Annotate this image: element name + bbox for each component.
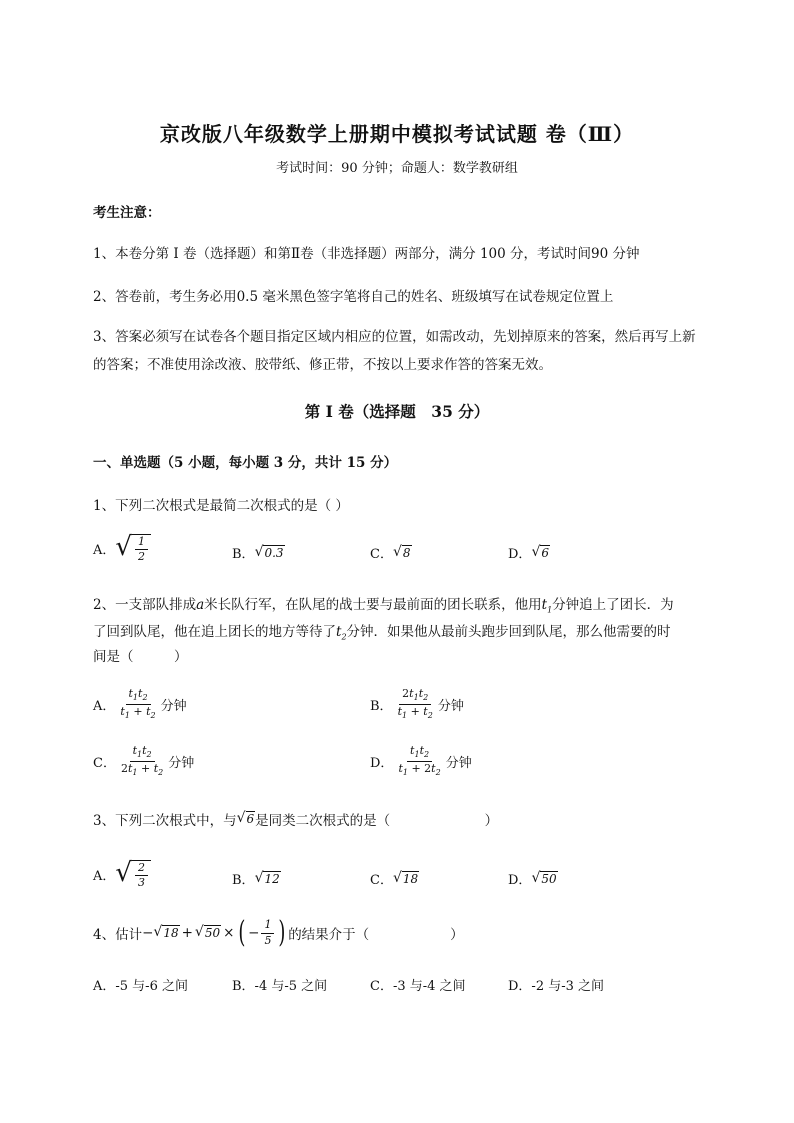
variable-t: t [138,687,143,700]
option-label: D． [508,547,532,562]
question-3-option-c [370,869,419,888]
fraction [135,862,148,889]
question-3-option-a [93,860,151,889]
subscript: 1 [414,750,420,760]
stem-text: 是同类二次根式的是（ ） [255,813,499,829]
fraction-denominator [118,762,166,778]
fraction [117,688,158,721]
unit: 分钟 [168,755,195,771]
radical [115,860,151,889]
unit: 分钟 [160,698,187,714]
fraction-numerator [130,745,155,762]
radical-sign: √ [392,543,402,560]
plus-sign: + [410,704,420,718]
option-label: C． [93,755,116,771]
variable-t1 [542,597,553,613]
variable-t: t [120,704,125,718]
radicand: 50 [541,871,557,886]
coefficient: 2 [120,761,128,775]
question-4-stem [93,915,464,950]
variable-t: t [418,687,424,700]
question-3-option-d [508,869,558,888]
unit: 分钟 [437,698,464,714]
question-4-option-b: B．-4 与-5 之间 [232,979,328,994]
radicand: 18 [402,871,419,886]
radical-sign: √ [254,543,264,560]
subscript: 1 [547,605,553,615]
variable-t: t [398,761,403,775]
fraction [261,919,274,946]
fraction-numerator [407,745,432,762]
question-1-option-a [93,534,151,563]
subscript: 1 [413,693,419,703]
fraction [395,745,443,778]
plus-sign: + [140,761,151,775]
fraction-numerator: 1 [135,536,148,550]
radical [393,871,419,886]
radical [255,545,285,560]
radicand: 6 [541,545,549,560]
question-4-option-c: C．-3 与-4 之间 [370,979,466,994]
coefficient: 2 [402,687,410,700]
radical [195,925,221,940]
variable-t: t [128,687,133,700]
radical [153,925,179,940]
fraction-numerator: 2 [135,862,148,876]
stem-text: 4、估计 [93,927,143,943]
stem-text: 的结果介于（ ） [288,927,464,943]
notice-heading: 考生注意： [93,205,161,221]
fraction-denominator [117,705,158,721]
radical-sign: √ [153,924,163,941]
fraction-numerator: 1 [261,919,274,933]
radicand [132,860,151,889]
variable-t: t [153,761,159,775]
question-1-option-d [508,543,550,562]
variable-t: t [541,597,548,613]
option-label: A． [93,869,116,885]
minus-sign: − [248,925,260,941]
variable-t: t [146,704,151,718]
subscript: 2 [427,711,433,721]
fraction-denominator: 5 [264,933,272,947]
question-2-option-c [93,745,194,778]
variable-a: a [196,597,205,613]
stem-text: 米长队行军，在队尾的战士要与最前面的团长联系，他用 [204,597,542,613]
question-4-option-a: A．-5 与-6 之间 [93,979,188,994]
subscript: 1 [401,711,408,721]
subscript: 2 [435,768,441,778]
subscript: 2 [341,632,347,642]
subscript: 1 [124,711,130,721]
subscript: 2 [423,750,430,760]
page-title: 京改版八年级数学上册期中模拟考试试题 卷（Ⅲ） [159,122,635,146]
question-2-option-a [93,688,187,721]
question-2-option-d [370,745,472,778]
variable-t: t [410,744,415,757]
subscript: 2 [146,750,152,760]
variable-t: t [423,704,428,718]
radicand: 0.3 [264,545,284,560]
subscript: 1 [132,693,139,703]
stem-text: 3、下列二次根式中，与 [93,813,237,829]
stem-text: 了回到队尾，他在追上团长的地方等待了 [93,624,336,640]
radical [115,534,151,563]
radicand: 6 [246,812,255,827]
subscript: 1 [132,768,138,778]
notice-item-1: 1、本卷分第 I 卷（选择题）和第Ⅱ卷（非选择题）两部分，满分 100 分，考试时间90 分钟 [93,246,640,262]
radicand: 18 [163,926,179,941]
subscript: 2 [150,711,156,721]
radical-sign: √ [392,869,402,886]
fraction-denominator [395,762,443,778]
variable-t: t [336,624,342,640]
notice-item-2: 2、答卷前，考生务必用0.5 毫米黑色签字笔将自己的姓名、班级填写在试卷规定位置上 [93,289,614,305]
question-2-stem-line-2 [93,620,671,642]
right-paren: ) [278,915,286,950]
part-heading: 一、单选题（5 小题，每小题 3 分，共计 15 分） [93,455,398,471]
fraction-denominator: 2 [137,550,145,564]
option-label: B． [232,547,255,562]
parenthesized-fraction [236,915,288,950]
fraction [135,536,148,563]
question-2-stem-line-1 [93,593,674,615]
variable-t: t [142,744,147,757]
option-label: A． [93,698,116,714]
stem-text: 分钟．如果他从最前头跑步回到队尾，那么他需要的时 [346,624,671,640]
radical [237,811,256,826]
subscript: 2 [423,693,429,703]
option-label: C． [370,547,393,562]
variable-t2 [336,624,347,640]
notice-item-3-cont: 的答案；不准使用涂改液、胶带纸、修正带，不按以上要求作答的答案无效。 [93,357,552,373]
left-paren: ( [238,915,246,950]
question-1-option-b [232,543,285,562]
coefficient: 2 [424,761,432,775]
section-title: 第 I 卷（选择题 35 分） [304,402,490,421]
radical-sign: √ [236,810,246,827]
option-label: D． [508,873,532,888]
subscript: 1 [402,768,408,778]
variable-t: t [127,761,133,775]
radicand: 8 [402,545,411,560]
minus-sign: − [142,925,154,941]
radical [531,871,557,886]
variable-t: t [409,687,414,700]
plus-sign: + [181,925,193,941]
question-3-option-b [232,869,281,888]
variable-t: t [419,744,424,757]
question-1-option-c [370,543,412,562]
fraction-numerator [399,688,431,705]
question-3-stem [93,809,498,829]
plus-sign: + [133,704,143,718]
radical-sign: √ [254,869,264,886]
question-2-option-b [370,688,464,721]
radical [393,545,412,560]
question-1-stem: 1、下列二次根式是最简二次根式的是（ ） [93,498,349,514]
variable-t: t [397,704,402,718]
variable-t: t [431,761,436,775]
option-label: B． [232,873,255,888]
fraction [118,745,166,778]
subscript: 2 [142,693,148,703]
stem-text: 2、一支部队排成 [93,597,197,613]
radicand: 50 [204,926,221,941]
fraction-denominator: 3 [137,876,145,890]
plus-sign: + [411,761,421,775]
subscript: 1 [136,750,143,760]
radical [531,545,550,560]
unit: 分钟 [445,755,472,771]
exam-subtitle: 考试时间：90 分钟；命题人：数学教研组 [276,161,518,176]
times-sign: × [223,925,235,941]
radicand [132,534,151,563]
fraction-numerator [126,688,151,705]
radical-sign: √ [115,532,132,562]
variable-t: t [132,744,137,757]
option-label: A． [93,543,116,559]
radical-sign: √ [194,924,204,941]
option-label: B． [370,698,393,714]
subscript: 2 [158,768,164,778]
radical [255,871,281,886]
radical-sign: √ [115,858,132,888]
radical-sign: √ [531,869,541,886]
stem-text: 分钟追上了团长．为 [552,597,674,613]
question-2-stem-line-3: 间是（ ） [93,649,188,665]
question-4-option-d: D．-2 与-3 之间 [508,979,605,994]
option-label: D． [370,755,394,771]
fraction [395,688,436,721]
radical-sign: √ [531,543,541,560]
option-label: C． [370,873,393,888]
radicand: 12 [264,871,280,886]
notice-item-3: 3、答案必须写在试卷各个题目指定区域内相应的位置，如需改动，先划掉原来的答案，然后再写上新 [93,329,696,345]
fraction-denominator [395,705,436,721]
